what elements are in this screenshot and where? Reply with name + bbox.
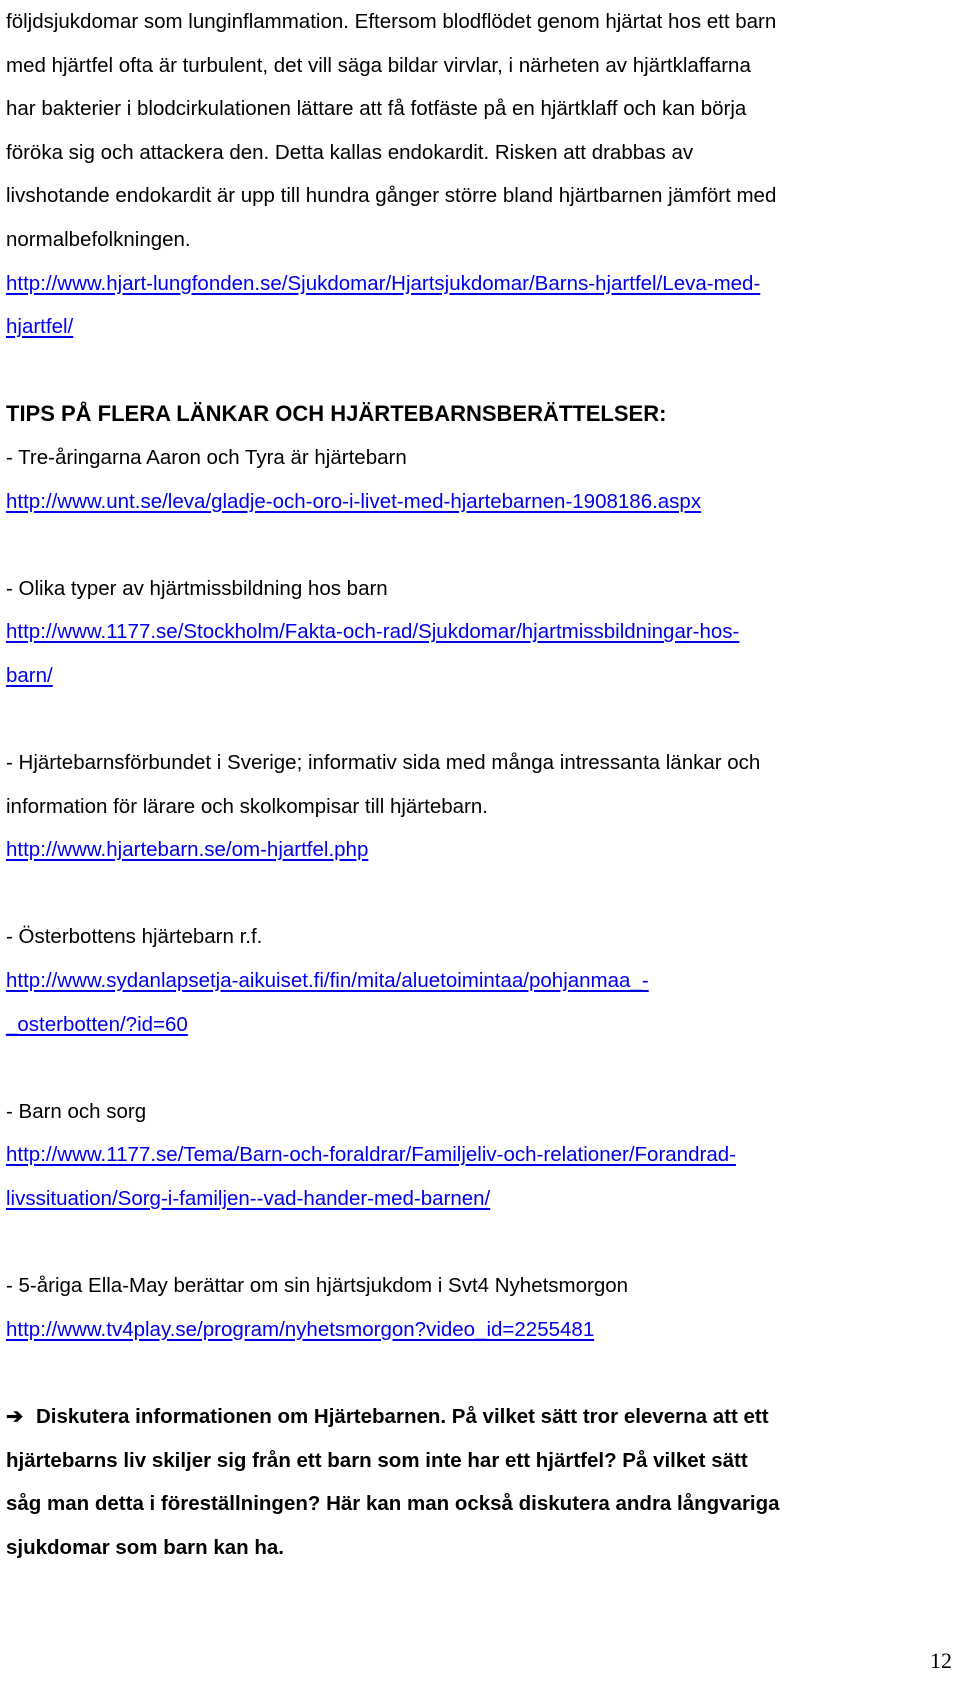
intro-line: följdsjukdomar som lunginflammation. Eftersom blodflödet genom hjärtat hos ett barn [6, 10, 777, 33]
sydanlapset-link-cont[interactable]: _osterbotten/?id=60 [6, 1012, 188, 1036]
tips-item-text: - Tre-åringarna Aaron och Tyra är hjärtebarn [6, 445, 407, 469]
tips-item-text: - 5-åriga Ella-May berättar om sin hjärtsjukdom i Svt4 Nyhetsmorgon [6, 1274, 629, 1298]
tips-item [6, 915, 958, 1046]
tips-item-text: - Hjärtebarnsförbundet i Sverige; informativ sida med många intressanta länkar och [6, 751, 761, 775]
tips-item [6, 1264, 958, 1351]
tips-heading: TIPS PÅ FLERA LÄNKAR OCH HJÄRTEBARNSBERÄTTELSER: [6, 401, 667, 427]
intro-line: med hjärtfel ofta är turbulent, det vill säga bildar virvlar, i närheten av hjärtklaffarna [6, 53, 751, 77]
hjart-lungfonden-link[interactable]: http://www.hjart-lungfonden.se/Sjukdomar/Hjartsjukdomar/Barns-hjartfel/Leva-med- [6, 271, 761, 295]
1177-stockholm-link-cont[interactable]: barn/ [6, 663, 53, 687]
intro-line: normalbefolkningen. [6, 227, 191, 251]
tv4play-link[interactable]: http://www.tv4play.se/program/nyhetsmorgon?video_id=2255481 [6, 1317, 595, 1341]
discussion-line: såg man detta i föreställningen? Här kan man också diskutera andra långvariga [6, 1492, 780, 1516]
document-page [6, 0, 958, 1569]
sydanlapset-link[interactable]: http://www.sydanlapsetja-aikuiset.fi/fin/mita/aluetoimintaa/pohjanmaa_- [6, 969, 649, 993]
tips-item [6, 741, 958, 872]
intro-paragraph [6, 0, 958, 349]
intro-line: livshotande endokardit är upp till hundra gånger större bland hjärtbarnen jämfört med [6, 184, 777, 208]
discussion-line: sjukdomar som barn kan ha. [6, 1535, 284, 1559]
1177-tema-link[interactable]: http://www.1177.se/Tema/Barn-och-foraldrar/Familjeliv-och-relationer/Forandrad- [6, 1143, 736, 1167]
hjartebarn-link[interactable]: http://www.hjartebarn.se/om-hjartfel.php [6, 838, 369, 862]
discussion-line: Diskutera informationen om Hjärtebarnen. På vilket sätt tror eleverna att ett [36, 1405, 769, 1428]
intro-line: har bakterier i blodcirkulationen lättare att få fotfäste på en hjärtklaff och kan börja [6, 97, 747, 121]
tips-item [6, 567, 958, 698]
discussion-line: hjärtebarns liv skiljer sig från ett barn som inte har ett hjärtfel? På vilket sätt [6, 1448, 748, 1472]
tips-item [6, 1090, 958, 1221]
page-number: 12 [930, 1648, 952, 1673]
discussion-block [6, 1395, 958, 1569]
unt-link[interactable]: http://www.unt.se/leva/gladje-och-oro-i-livet-med-hjartebarnen-1908186.aspx [6, 489, 702, 513]
tips-item-text: information för lärare och skolkompisar till hjärtebarn. [6, 794, 488, 818]
arrow-right-icon: ➔ [6, 1405, 24, 1428]
tips-item [6, 436, 958, 523]
hjart-lungfonden-link-cont[interactable]: hjartfel/ [6, 315, 74, 339]
1177-tema-link-cont[interactable]: livssituation/Sorg-i-familjen--vad-hander-med-barnen/ [6, 1187, 491, 1211]
tips-item-text: - Olika typer av hjärtmissbildning hos barn [6, 576, 388, 600]
tips-item-text: - Barn och sorg [6, 1099, 147, 1123]
1177-stockholm-link[interactable]: http://www.1177.se/Stockholm/Fakta-och-rad/Sjukdomar/hjartmissbildningar-hos- [6, 620, 740, 644]
intro-line: föröka sig och attackera den. Detta kallas endokardit. Risken att drabbas av [6, 140, 694, 164]
tips-item-text: - Österbottens hjärtebarn r.f. [6, 925, 263, 949]
